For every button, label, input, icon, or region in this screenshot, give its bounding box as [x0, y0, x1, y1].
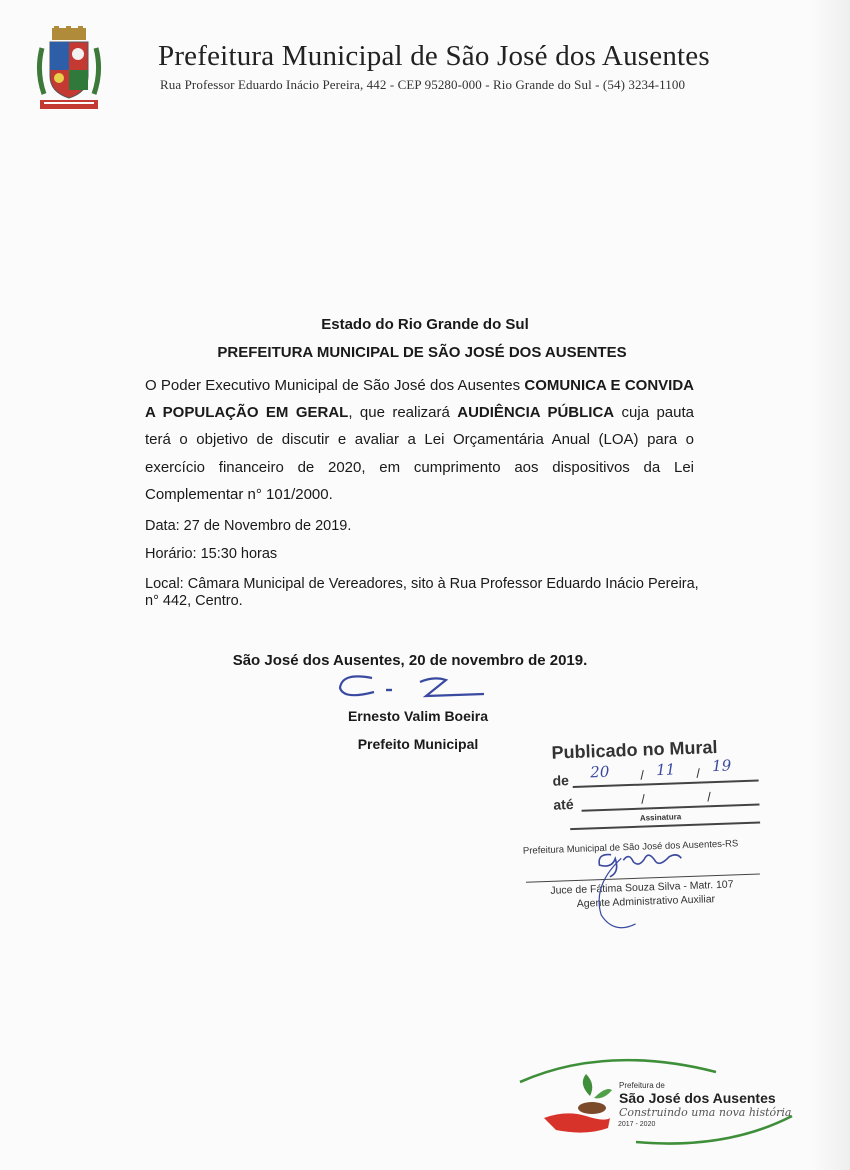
logo-term: 2017 - 2020 — [618, 1121, 656, 1128]
stamp-slash: / — [640, 791, 646, 807]
publication-stamp — [515, 729, 772, 938]
stamp-slash: / — [640, 767, 645, 783]
municipality-heading: PREFEITURA MUNICIPAL DE SÃO JOSÉ DOS AUSENTES — [217, 344, 627, 361]
event-date: Data: 27 de Novembro de 2019. — [145, 518, 352, 534]
announcement-paragraph — [145, 372, 694, 508]
paragraph-emphasis: COMUNICA E CONVIDA A POPULAÇÃO EM GERAL — [145, 377, 694, 422]
stamp-to-line — [582, 804, 760, 812]
logo-name: São José dos Ausentes — [619, 1090, 776, 1106]
event-time: Horário: 15:30 horas — [145, 546, 278, 562]
stamp-clerk-name: Juce de Fátima Souza Silva - Matr. 107 — [550, 878, 734, 897]
stamp-signature-label: Assinatura — [639, 812, 682, 823]
stamp-org-line: Prefeitura Municipal de São José dos Ausentes-RS — [522, 838, 739, 857]
mayor-signature — [334, 670, 494, 708]
state-heading: Estado do Rio Grande do Sul — [321, 316, 529, 333]
signer-role: Prefeito Municipal — [357, 736, 479, 752]
letterhead-title: Prefeitura Municipal de São José dos Ausentes — [158, 40, 710, 72]
stamp-from-year: 19 — [711, 756, 732, 776]
paragraph-text: cuja pauta terá o objetivo de discutir e avaliar a Lei Orçamentária Anual (LOA) para o exercício financeiro de 2020, em cumprimento aos dispositivos da Lei Complementar n° 101/2000. — [145, 404, 694, 503]
municipal-coat-of-arms — [34, 26, 104, 116]
logo-slogan: Construindo uma nova história — [619, 1106, 792, 1119]
signer-name: Ernesto Valim Boeira — [347, 708, 489, 724]
stamp-from-month: 11 — [655, 760, 676, 780]
paragraph-text: , que realizará — [348, 404, 458, 422]
stamp-heading: Publicado no Mural — [551, 736, 718, 763]
stamp-slash: / — [696, 765, 701, 781]
place-and-date: São José dos Ausentes, 20 de novembro de 2019. — [232, 652, 588, 669]
stamp-signature-line — [570, 821, 760, 830]
stamp-from-day: 20 — [589, 762, 610, 782]
logo-prefix: Prefeitura de — [619, 1081, 665, 1090]
page-shadow — [810, 0, 850, 1170]
administration-logo — [516, 1058, 796, 1148]
pen-loop-mark — [581, 853, 654, 935]
stamp-slash: / — [706, 789, 712, 805]
event-location: Local: Câmara Municipal de Vereadores, sito à Rua Professor Eduardo Inácio Pereira, n° 442, Centro. — [145, 576, 699, 609]
stamp-to-label: até — [553, 796, 574, 813]
paragraph-emphasis: AUDIÊNCIA PÚBLICA — [457, 404, 615, 422]
stamp-clerk-role: Agente Administrativo Auxiliar — [576, 893, 716, 910]
paragraph-text: O Poder Executivo Municipal de São José dos Ausentes — [145, 377, 525, 394]
stamp-from-label: de — [552, 772, 570, 789]
letterhead-address: Rua Professor Eduardo Inácio Pereira, 442 - CEP 95280-000 - Rio Grande do Sul - (54) 3234-1100 — [160, 77, 686, 92]
